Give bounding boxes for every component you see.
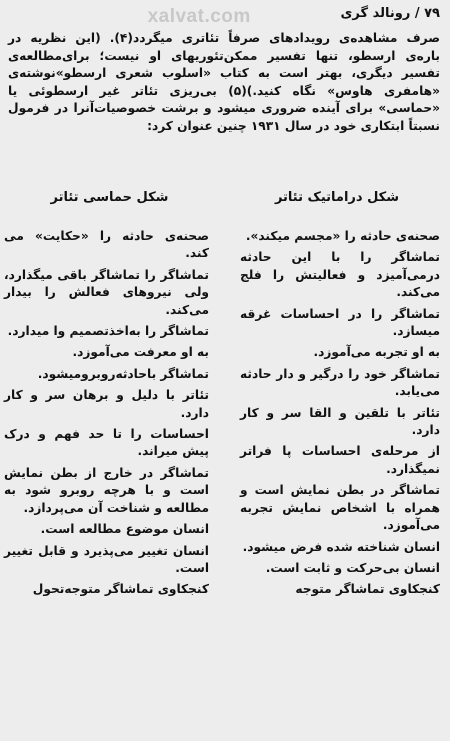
list-item: انسان بی‌حرکت و ثابت است. xyxy=(265,560,440,575)
page-header-text xyxy=(341,6,441,21)
dramatic-column-title: شکل دراماتیک تئاتر xyxy=(274,190,400,205)
list-item: تماشاگر را تماشاگر باقی میگذارد، ولی نیروهای فعالش را بیدار می‌کند. xyxy=(4,267,209,317)
list-item: از مرحله‌ی احساسات پا فراتر نمیگذارد. xyxy=(240,444,440,476)
list-item: تماشاگر در بطن نمایش است و همراه با اشخاص نمایش تجربه می‌آموزد. xyxy=(240,483,440,533)
list-item: احساسات را تا حد فهم و درک پیش میراند. xyxy=(4,427,209,459)
list-item: انسان موضوع مطالعه است. xyxy=(40,522,209,537)
page-number: ۷۹ xyxy=(424,6,440,21)
list-item: انسان شناخته شده فرض میشود. xyxy=(242,539,440,554)
watermark: xalvat.com xyxy=(147,6,251,27)
list-item: تئاتر با تلقین و القا سر و کار دارد. xyxy=(240,405,440,438)
list-item: صحنه‌ی حادثه را «مجسم میکند». xyxy=(245,229,440,243)
list-item: تماشاگر در خارج از بطن نمایش است و با هرچه روبرو شود به مطالعه و شناخت آن می‌پردازد. xyxy=(4,465,209,515)
page-header xyxy=(10,6,440,28)
epic-column-title: شکل حماسی تئاتر xyxy=(50,190,169,205)
list-item: تماشاگر را در احساسات غرقه میسازد. xyxy=(240,306,440,339)
dramatic-column xyxy=(240,228,440,603)
list-item: تماشاگر را با این حادثه درمی‌آمیزد و فعالیتش را فلج می‌کند. xyxy=(240,250,440,300)
header-separator: / xyxy=(414,6,420,21)
list-item: به او معرفت می‌آموزد. xyxy=(72,345,209,360)
epic-column xyxy=(4,228,209,603)
intro-paragraph: صرف مشاهده‌ی رویدادهای صرفاً تئاتری میگردد(۴). (این نظریه در باره‌ی ارسطو، تنها تفسیر ممکن‌تئوریهای او نیست؛ برای‌مطالعه‌ی تفسیر دیگری، بهتر است به کتاب «اسلوب شعری ارسطو»‌نوشته‌ی «هامفری هاوس» نگاه کنید.)(۵) بی‌ریزی تئاتر غیر ارسطوئی یا «حماسی» برای آینده ضروری میشود و برشت خصوصیات‌آنرا در فرمول نسبتاً ابتکاری خود در سال ۱۹۳۱ چنین عنوان کرد: xyxy=(8,31,440,133)
list-item: تماشاگر را به‌اخذتصمیم وا میدارد. xyxy=(7,324,209,339)
list-item: انسان تغییر می‌پذیرد و قابل تغییر است. xyxy=(4,543,209,575)
list-item: به او تجربه می‌آموزد. xyxy=(313,345,440,360)
list-item: تماشاگر خود را درگیر و دار حادثه می‌یابد. xyxy=(240,366,440,399)
list-item: صحنه‌ی حادثه را «حکایت» می کند. xyxy=(4,229,209,261)
running-title: رونالد گری xyxy=(340,6,411,21)
list-item: کنجکاوی تماشاگر متوجه‌تحول xyxy=(32,582,209,597)
intro-text xyxy=(8,30,440,136)
list-item: تماشاگر باحادثه‌روبرومیشود. xyxy=(37,366,209,381)
list-item: تئاتر با دلیل و برهان سر و کار دارد. xyxy=(4,388,209,420)
list-item: کنجکاوی تماشاگر متوجه xyxy=(295,582,440,597)
